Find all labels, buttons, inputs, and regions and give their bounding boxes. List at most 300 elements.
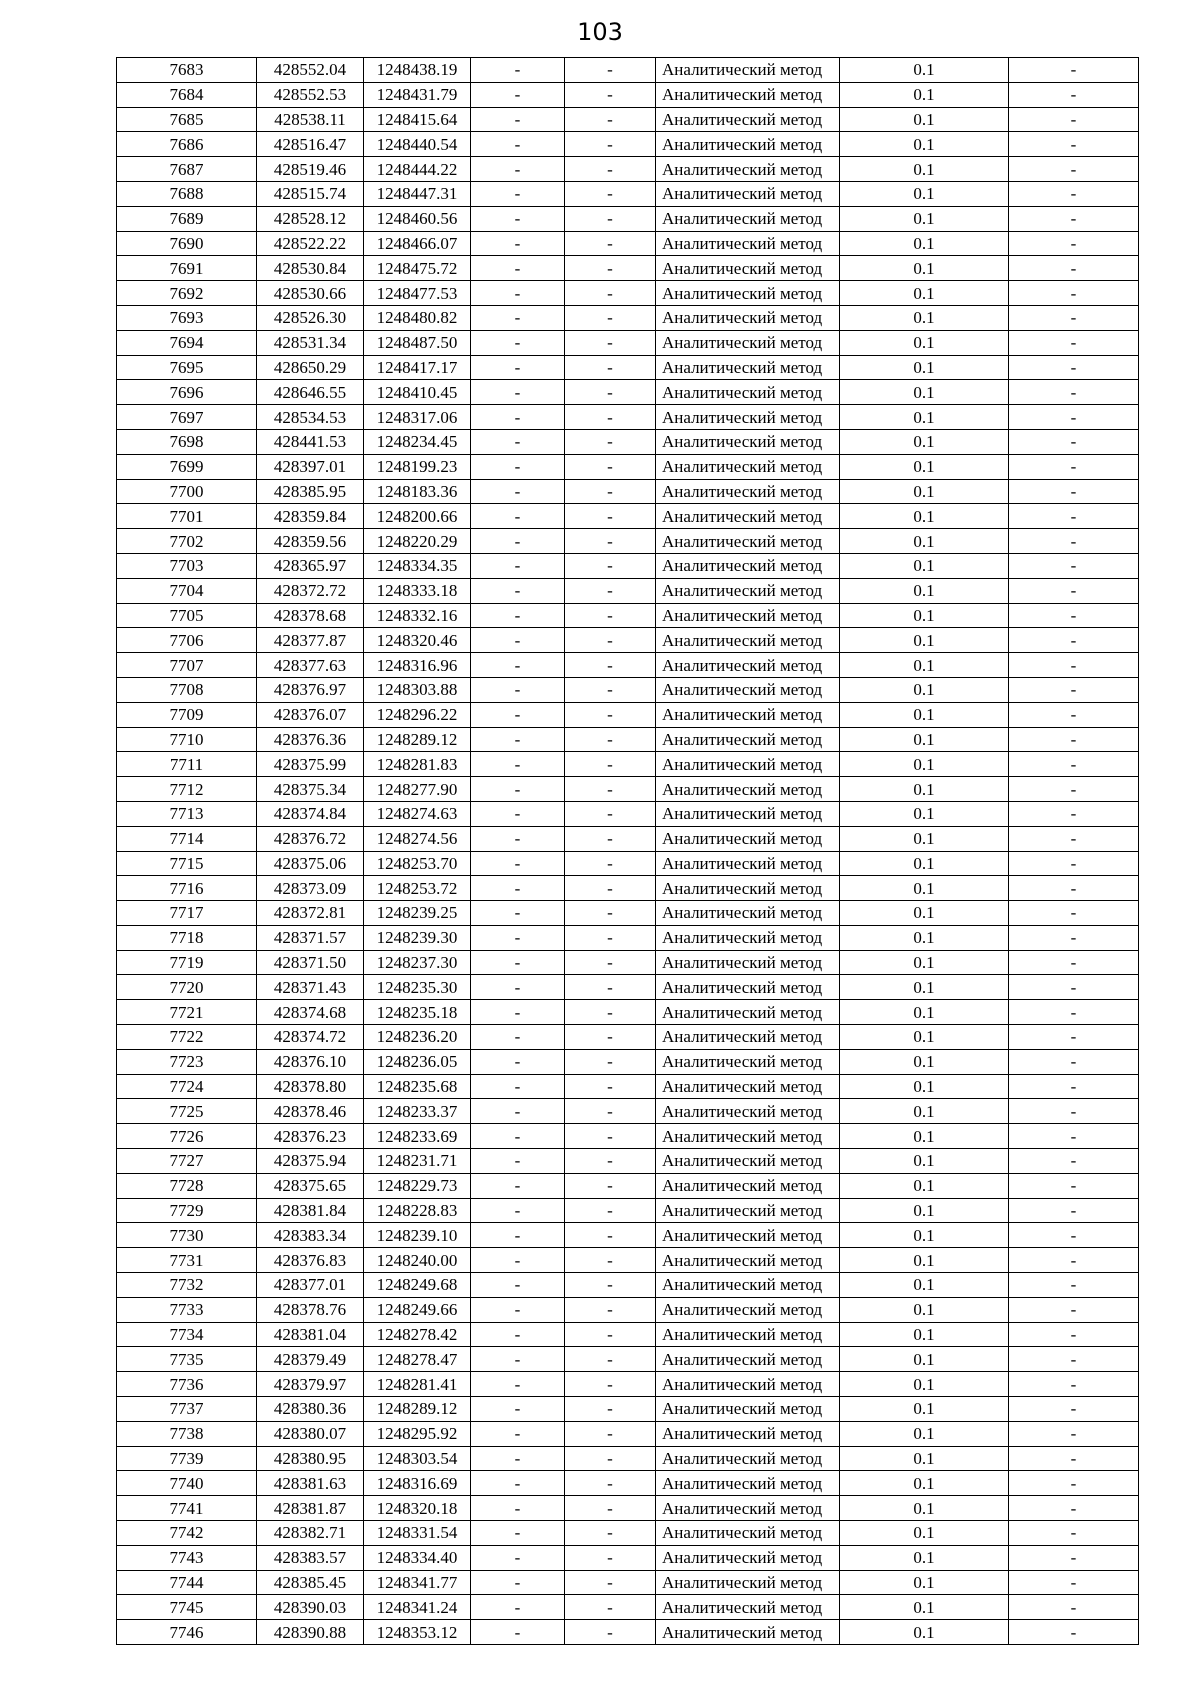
method-cell: Аналитический метод bbox=[656, 479, 840, 504]
x-coordinate-cell: 428379.49 bbox=[257, 1347, 364, 1372]
method-cell: Аналитический метод bbox=[656, 950, 840, 975]
method-cell: Аналитический метод bbox=[656, 851, 840, 876]
col-8-value-cell: - bbox=[1009, 950, 1139, 975]
col-5-value-cell: - bbox=[565, 553, 656, 578]
x-coordinate-cell: 428376.97 bbox=[257, 677, 364, 702]
point-number-cell: 7729 bbox=[117, 1198, 257, 1223]
point-number-cell: 7713 bbox=[117, 801, 257, 826]
error-value-cell: 0.1 bbox=[840, 901, 1009, 926]
table-row bbox=[117, 1347, 1139, 1372]
method-cell: Аналитический метод bbox=[656, 1124, 840, 1149]
y-coordinate-cell: 1248295.92 bbox=[364, 1421, 471, 1446]
col-4-value-cell: - bbox=[471, 727, 565, 752]
x-coordinate-cell: 428359.56 bbox=[257, 529, 364, 554]
col-4-value-cell: - bbox=[471, 58, 565, 83]
error-value-cell: 0.1 bbox=[840, 1049, 1009, 1074]
point-number-cell: 7707 bbox=[117, 653, 257, 678]
col-5-value-cell: - bbox=[565, 752, 656, 777]
x-coordinate-cell: 428377.87 bbox=[257, 628, 364, 653]
y-coordinate-cell: 1248240.00 bbox=[364, 1248, 471, 1273]
table-row bbox=[117, 1173, 1139, 1198]
point-number-cell: 7716 bbox=[117, 876, 257, 901]
point-number-cell: 7722 bbox=[117, 1025, 257, 1050]
col-4-value-cell: - bbox=[471, 876, 565, 901]
point-number-cell: 7706 bbox=[117, 628, 257, 653]
table-row bbox=[117, 1545, 1139, 1570]
col-8-value-cell: - bbox=[1009, 305, 1139, 330]
col-4-value-cell: - bbox=[471, 677, 565, 702]
point-number-cell: 7702 bbox=[117, 529, 257, 554]
col-5-value-cell: - bbox=[565, 1124, 656, 1149]
col-8-value-cell: - bbox=[1009, 132, 1139, 157]
point-number-cell: 7728 bbox=[117, 1173, 257, 1198]
error-value-cell: 0.1 bbox=[840, 1248, 1009, 1273]
col-8-value-cell: - bbox=[1009, 1198, 1139, 1223]
table-row bbox=[117, 628, 1139, 653]
table-row bbox=[117, 1124, 1139, 1149]
method-cell: Аналитический метод bbox=[656, 801, 840, 826]
col-8-value-cell: - bbox=[1009, 1595, 1139, 1620]
col-5-value-cell: - bbox=[565, 380, 656, 405]
col-4-value-cell: - bbox=[471, 777, 565, 802]
method-cell: Аналитический метод bbox=[656, 1099, 840, 1124]
y-coordinate-cell: 1248466.07 bbox=[364, 231, 471, 256]
col-4-value-cell: - bbox=[471, 281, 565, 306]
x-coordinate-cell: 428365.97 bbox=[257, 553, 364, 578]
x-coordinate-cell: 428390.88 bbox=[257, 1620, 364, 1645]
method-cell: Аналитический метод bbox=[656, 529, 840, 554]
table-row bbox=[117, 355, 1139, 380]
y-coordinate-cell: 1248253.70 bbox=[364, 851, 471, 876]
col-5-value-cell: - bbox=[565, 975, 656, 1000]
error-value-cell: 0.1 bbox=[840, 777, 1009, 802]
col-5-value-cell: - bbox=[565, 876, 656, 901]
error-value-cell: 0.1 bbox=[840, 132, 1009, 157]
col-5-value-cell: - bbox=[565, 851, 656, 876]
col-5-value-cell: - bbox=[565, 1620, 656, 1645]
col-4-value-cell: - bbox=[471, 479, 565, 504]
x-coordinate-cell: 428530.66 bbox=[257, 281, 364, 306]
col-8-value-cell: - bbox=[1009, 107, 1139, 132]
table-row bbox=[117, 256, 1139, 281]
method-cell: Аналитический метод bbox=[656, 380, 840, 405]
col-8-value-cell: - bbox=[1009, 603, 1139, 628]
table-row bbox=[117, 851, 1139, 876]
col-8-value-cell: - bbox=[1009, 777, 1139, 802]
y-coordinate-cell: 1248289.12 bbox=[364, 727, 471, 752]
error-value-cell: 0.1 bbox=[840, 1446, 1009, 1471]
col-5-value-cell: - bbox=[565, 1471, 656, 1496]
table-row bbox=[117, 603, 1139, 628]
x-coordinate-cell: 428534.53 bbox=[257, 405, 364, 430]
method-cell: Аналитический метод bbox=[656, 1545, 840, 1570]
table-row bbox=[117, 826, 1139, 851]
col-8-value-cell: - bbox=[1009, 479, 1139, 504]
error-value-cell: 0.1 bbox=[840, 653, 1009, 678]
error-value-cell: 0.1 bbox=[840, 281, 1009, 306]
col-4-value-cell: - bbox=[471, 1595, 565, 1620]
col-8-value-cell: - bbox=[1009, 1421, 1139, 1446]
col-5-value-cell: - bbox=[565, 1273, 656, 1298]
col-4-value-cell: - bbox=[471, 950, 565, 975]
x-coordinate-cell: 428374.84 bbox=[257, 801, 364, 826]
x-coordinate-cell: 428381.04 bbox=[257, 1322, 364, 1347]
col-8-value-cell: - bbox=[1009, 330, 1139, 355]
point-number-cell: 7739 bbox=[117, 1446, 257, 1471]
point-number-cell: 7715 bbox=[117, 851, 257, 876]
col-8-value-cell: - bbox=[1009, 256, 1139, 281]
point-number-cell: 7725 bbox=[117, 1099, 257, 1124]
table-row bbox=[117, 330, 1139, 355]
error-value-cell: 0.1 bbox=[840, 206, 1009, 231]
col-4-value-cell: - bbox=[471, 925, 565, 950]
col-5-value-cell: - bbox=[565, 1347, 656, 1372]
col-4-value-cell: - bbox=[471, 1049, 565, 1074]
method-cell: Аналитический метод bbox=[656, 305, 840, 330]
col-8-value-cell: - bbox=[1009, 1000, 1139, 1025]
x-coordinate-cell: 428371.57 bbox=[257, 925, 364, 950]
x-coordinate-cell: 428377.63 bbox=[257, 653, 364, 678]
col-4-value-cell: - bbox=[471, 1223, 565, 1248]
y-coordinate-cell: 1248253.72 bbox=[364, 876, 471, 901]
y-coordinate-cell: 1248274.56 bbox=[364, 826, 471, 851]
col-8-value-cell: - bbox=[1009, 355, 1139, 380]
table-row bbox=[117, 529, 1139, 554]
table-row bbox=[117, 925, 1139, 950]
method-cell: Аналитический метод bbox=[656, 1397, 840, 1422]
x-coordinate-cell: 428515.74 bbox=[257, 181, 364, 206]
x-coordinate-cell: 428526.30 bbox=[257, 305, 364, 330]
col-8-value-cell: - bbox=[1009, 1248, 1139, 1273]
x-coordinate-cell: 428380.95 bbox=[257, 1446, 364, 1471]
x-coordinate-cell: 428379.97 bbox=[257, 1372, 364, 1397]
point-number-cell: 7695 bbox=[117, 355, 257, 380]
method-cell: Аналитический метод bbox=[656, 1421, 840, 1446]
col-5-value-cell: - bbox=[565, 801, 656, 826]
y-coordinate-cell: 1248235.30 bbox=[364, 975, 471, 1000]
error-value-cell: 0.1 bbox=[840, 429, 1009, 454]
col-4-value-cell: - bbox=[471, 405, 565, 430]
table-row bbox=[117, 702, 1139, 727]
x-coordinate-cell: 428528.12 bbox=[257, 206, 364, 231]
x-coordinate-cell: 428376.10 bbox=[257, 1049, 364, 1074]
point-number-cell: 7731 bbox=[117, 1248, 257, 1273]
col-5-value-cell: - bbox=[565, 1223, 656, 1248]
col-5-value-cell: - bbox=[565, 1496, 656, 1521]
table-row bbox=[117, 1471, 1139, 1496]
col-8-value-cell: - bbox=[1009, 1471, 1139, 1496]
y-coordinate-cell: 1248236.20 bbox=[364, 1025, 471, 1050]
col-4-value-cell: - bbox=[471, 256, 565, 281]
point-number-cell: 7683 bbox=[117, 58, 257, 83]
point-number-cell: 7711 bbox=[117, 752, 257, 777]
error-value-cell: 0.1 bbox=[840, 1372, 1009, 1397]
col-8-value-cell: - bbox=[1009, 1149, 1139, 1174]
point-number-cell: 7719 bbox=[117, 950, 257, 975]
table-row bbox=[117, 727, 1139, 752]
table-row bbox=[117, 157, 1139, 182]
col-5-value-cell: - bbox=[565, 901, 656, 926]
error-value-cell: 0.1 bbox=[840, 826, 1009, 851]
table-row bbox=[117, 206, 1139, 231]
y-coordinate-cell: 1248278.47 bbox=[364, 1347, 471, 1372]
method-cell: Аналитический метод bbox=[656, 876, 840, 901]
method-cell: Аналитический метод bbox=[656, 826, 840, 851]
x-coordinate-cell: 428378.80 bbox=[257, 1074, 364, 1099]
method-cell: Аналитический метод bbox=[656, 677, 840, 702]
col-4-value-cell: - bbox=[471, 752, 565, 777]
table-row bbox=[117, 752, 1139, 777]
y-coordinate-cell: 1248235.68 bbox=[364, 1074, 471, 1099]
point-number-cell: 7699 bbox=[117, 454, 257, 479]
x-coordinate-cell: 428382.71 bbox=[257, 1521, 364, 1546]
point-number-cell: 7720 bbox=[117, 975, 257, 1000]
col-8-value-cell: - bbox=[1009, 82, 1139, 107]
col-4-value-cell: - bbox=[471, 1099, 565, 1124]
y-coordinate-cell: 1248410.45 bbox=[364, 380, 471, 405]
col-8-value-cell: - bbox=[1009, 1446, 1139, 1471]
method-cell: Аналитический метод bbox=[656, 1025, 840, 1050]
table-row bbox=[117, 58, 1139, 83]
method-cell: Аналитический метод bbox=[656, 1496, 840, 1521]
method-cell: Аналитический метод bbox=[656, 1248, 840, 1273]
x-coordinate-cell: 428376.36 bbox=[257, 727, 364, 752]
x-coordinate-cell: 428516.47 bbox=[257, 132, 364, 157]
point-number-cell: 7717 bbox=[117, 901, 257, 926]
error-value-cell: 0.1 bbox=[840, 1570, 1009, 1595]
col-4-value-cell: - bbox=[471, 1173, 565, 1198]
point-number-cell: 7742 bbox=[117, 1521, 257, 1546]
table-row bbox=[117, 380, 1139, 405]
table-row bbox=[117, 876, 1139, 901]
x-coordinate-cell: 428383.57 bbox=[257, 1545, 364, 1570]
x-coordinate-cell: 428375.94 bbox=[257, 1149, 364, 1174]
error-value-cell: 0.1 bbox=[840, 479, 1009, 504]
col-4-value-cell: - bbox=[471, 1545, 565, 1570]
x-coordinate-cell: 428552.04 bbox=[257, 58, 364, 83]
method-cell: Аналитический метод bbox=[656, 1347, 840, 1372]
error-value-cell: 0.1 bbox=[840, 1545, 1009, 1570]
col-4-value-cell: - bbox=[471, 1000, 565, 1025]
col-8-value-cell: - bbox=[1009, 1223, 1139, 1248]
col-5-value-cell: - bbox=[565, 628, 656, 653]
x-coordinate-cell: 428383.34 bbox=[257, 1223, 364, 1248]
table-row bbox=[117, 1372, 1139, 1397]
col-8-value-cell: - bbox=[1009, 1074, 1139, 1099]
col-8-value-cell: - bbox=[1009, 727, 1139, 752]
y-coordinate-cell: 1248447.31 bbox=[364, 181, 471, 206]
col-4-value-cell: - bbox=[471, 157, 565, 182]
table-row bbox=[117, 1025, 1139, 1050]
point-number-cell: 7700 bbox=[117, 479, 257, 504]
col-4-value-cell: - bbox=[471, 578, 565, 603]
point-number-cell: 7744 bbox=[117, 1570, 257, 1595]
method-cell: Аналитический метод bbox=[656, 901, 840, 926]
table-row bbox=[117, 1099, 1139, 1124]
col-5-value-cell: - bbox=[565, 826, 656, 851]
y-coordinate-cell: 1248303.88 bbox=[364, 677, 471, 702]
error-value-cell: 0.1 bbox=[840, 1397, 1009, 1422]
error-value-cell: 0.1 bbox=[840, 504, 1009, 529]
col-4-value-cell: - bbox=[471, 975, 565, 1000]
col-8-value-cell: - bbox=[1009, 206, 1139, 231]
point-number-cell: 7736 bbox=[117, 1372, 257, 1397]
table-row bbox=[117, 1521, 1139, 1546]
table-row bbox=[117, 479, 1139, 504]
point-number-cell: 7694 bbox=[117, 330, 257, 355]
col-5-value-cell: - bbox=[565, 330, 656, 355]
col-5-value-cell: - bbox=[565, 578, 656, 603]
col-5-value-cell: - bbox=[565, 206, 656, 231]
method-cell: Аналитический метод bbox=[656, 578, 840, 603]
col-5-value-cell: - bbox=[565, 231, 656, 256]
col-4-value-cell: - bbox=[471, 1620, 565, 1645]
y-coordinate-cell: 1248220.29 bbox=[364, 529, 471, 554]
method-cell: Аналитический метод bbox=[656, 231, 840, 256]
error-value-cell: 0.1 bbox=[840, 950, 1009, 975]
x-coordinate-cell: 428377.01 bbox=[257, 1273, 364, 1298]
col-5-value-cell: - bbox=[565, 1297, 656, 1322]
method-cell: Аналитический метод bbox=[656, 1471, 840, 1496]
x-coordinate-cell: 428531.34 bbox=[257, 330, 364, 355]
col-4-value-cell: - bbox=[471, 1273, 565, 1298]
error-value-cell: 0.1 bbox=[840, 1025, 1009, 1050]
table-row bbox=[117, 107, 1139, 132]
table-row bbox=[117, 1446, 1139, 1471]
col-8-value-cell: - bbox=[1009, 1025, 1139, 1050]
x-coordinate-cell: 428538.11 bbox=[257, 107, 364, 132]
error-value-cell: 0.1 bbox=[840, 1074, 1009, 1099]
error-value-cell: 0.1 bbox=[840, 1595, 1009, 1620]
col-4-value-cell: - bbox=[471, 851, 565, 876]
col-4-value-cell: - bbox=[471, 206, 565, 231]
y-coordinate-cell: 1248234.45 bbox=[364, 429, 471, 454]
point-number-cell: 7684 bbox=[117, 82, 257, 107]
col-8-value-cell: - bbox=[1009, 1570, 1139, 1595]
method-cell: Аналитический метод bbox=[656, 702, 840, 727]
x-coordinate-cell: 428372.72 bbox=[257, 578, 364, 603]
table-row bbox=[117, 1074, 1139, 1099]
y-coordinate-cell: 1248274.63 bbox=[364, 801, 471, 826]
point-number-cell: 7745 bbox=[117, 1595, 257, 1620]
col-8-value-cell: - bbox=[1009, 826, 1139, 851]
col-4-value-cell: - bbox=[471, 380, 565, 405]
col-4-value-cell: - bbox=[471, 628, 565, 653]
point-number-cell: 7743 bbox=[117, 1545, 257, 1570]
col-4-value-cell: - bbox=[471, 826, 565, 851]
method-cell: Аналитический метод bbox=[656, 157, 840, 182]
table-row bbox=[117, 1248, 1139, 1273]
point-number-cell: 7693 bbox=[117, 305, 257, 330]
point-number-cell: 7738 bbox=[117, 1421, 257, 1446]
col-4-value-cell: - bbox=[471, 1521, 565, 1546]
table-row bbox=[117, 231, 1139, 256]
method-cell: Аналитический метод bbox=[656, 975, 840, 1000]
error-value-cell: 0.1 bbox=[840, 1000, 1009, 1025]
method-cell: Аналитический метод bbox=[656, 1322, 840, 1347]
method-cell: Аналитический метод bbox=[656, 603, 840, 628]
col-8-value-cell: - bbox=[1009, 231, 1139, 256]
error-value-cell: 0.1 bbox=[840, 925, 1009, 950]
col-5-value-cell: - bbox=[565, 727, 656, 752]
col-8-value-cell: - bbox=[1009, 1049, 1139, 1074]
col-5-value-cell: - bbox=[565, 1545, 656, 1570]
x-coordinate-cell: 428374.68 bbox=[257, 1000, 364, 1025]
table-row bbox=[117, 1620, 1139, 1645]
error-value-cell: 0.1 bbox=[840, 1347, 1009, 1372]
col-5-value-cell: - bbox=[565, 677, 656, 702]
col-5-value-cell: - bbox=[565, 1248, 656, 1273]
col-8-value-cell: - bbox=[1009, 1372, 1139, 1397]
method-cell: Аналитический метод bbox=[656, 727, 840, 752]
col-4-value-cell: - bbox=[471, 1198, 565, 1223]
x-coordinate-cell: 428650.29 bbox=[257, 355, 364, 380]
error-value-cell: 0.1 bbox=[840, 256, 1009, 281]
col-5-value-cell: - bbox=[565, 132, 656, 157]
col-4-value-cell: - bbox=[471, 653, 565, 678]
method-cell: Аналитический метод bbox=[656, 1149, 840, 1174]
point-number-cell: 7741 bbox=[117, 1496, 257, 1521]
coordinates-table bbox=[116, 57, 1139, 1645]
col-8-value-cell: - bbox=[1009, 876, 1139, 901]
col-5-value-cell: - bbox=[565, 405, 656, 430]
error-value-cell: 0.1 bbox=[840, 1124, 1009, 1149]
table-row bbox=[117, 801, 1139, 826]
table-row bbox=[117, 1595, 1139, 1620]
col-8-value-cell: - bbox=[1009, 1521, 1139, 1546]
error-value-cell: 0.1 bbox=[840, 1099, 1009, 1124]
col-5-value-cell: - bbox=[565, 1149, 656, 1174]
y-coordinate-cell: 1248353.12 bbox=[364, 1620, 471, 1645]
x-coordinate-cell: 428381.84 bbox=[257, 1198, 364, 1223]
point-number-cell: 7705 bbox=[117, 603, 257, 628]
point-number-cell: 7698 bbox=[117, 429, 257, 454]
point-number-cell: 7726 bbox=[117, 1124, 257, 1149]
y-coordinate-cell: 1248460.56 bbox=[364, 206, 471, 231]
x-coordinate-cell: 428519.46 bbox=[257, 157, 364, 182]
method-cell: Аналитический метод bbox=[656, 1223, 840, 1248]
col-4-value-cell: - bbox=[471, 529, 565, 554]
col-5-value-cell: - bbox=[565, 504, 656, 529]
y-coordinate-cell: 1248480.82 bbox=[364, 305, 471, 330]
error-value-cell: 0.1 bbox=[840, 1496, 1009, 1521]
table-row bbox=[117, 1149, 1139, 1174]
y-coordinate-cell: 1248249.66 bbox=[364, 1297, 471, 1322]
col-8-value-cell: - bbox=[1009, 1496, 1139, 1521]
table-row bbox=[117, 1198, 1139, 1223]
error-value-cell: 0.1 bbox=[840, 107, 1009, 132]
point-number-cell: 7734 bbox=[117, 1322, 257, 1347]
col-8-value-cell: - bbox=[1009, 1124, 1139, 1149]
point-number-cell: 7724 bbox=[117, 1074, 257, 1099]
table-row bbox=[117, 305, 1139, 330]
col-8-value-cell: - bbox=[1009, 677, 1139, 702]
x-coordinate-cell: 428376.23 bbox=[257, 1124, 364, 1149]
method-cell: Аналитический метод bbox=[656, 206, 840, 231]
y-coordinate-cell: 1248440.54 bbox=[364, 132, 471, 157]
table-row bbox=[117, 950, 1139, 975]
col-4-value-cell: - bbox=[471, 553, 565, 578]
method-cell: Аналитический метод bbox=[656, 281, 840, 306]
col-8-value-cell: - bbox=[1009, 801, 1139, 826]
col-5-value-cell: - bbox=[565, 925, 656, 950]
error-value-cell: 0.1 bbox=[840, 603, 1009, 628]
point-number-cell: 7704 bbox=[117, 578, 257, 603]
y-coordinate-cell: 1248444.22 bbox=[364, 157, 471, 182]
col-4-value-cell: - bbox=[471, 231, 565, 256]
col-4-value-cell: - bbox=[471, 305, 565, 330]
point-number-cell: 7721 bbox=[117, 1000, 257, 1025]
